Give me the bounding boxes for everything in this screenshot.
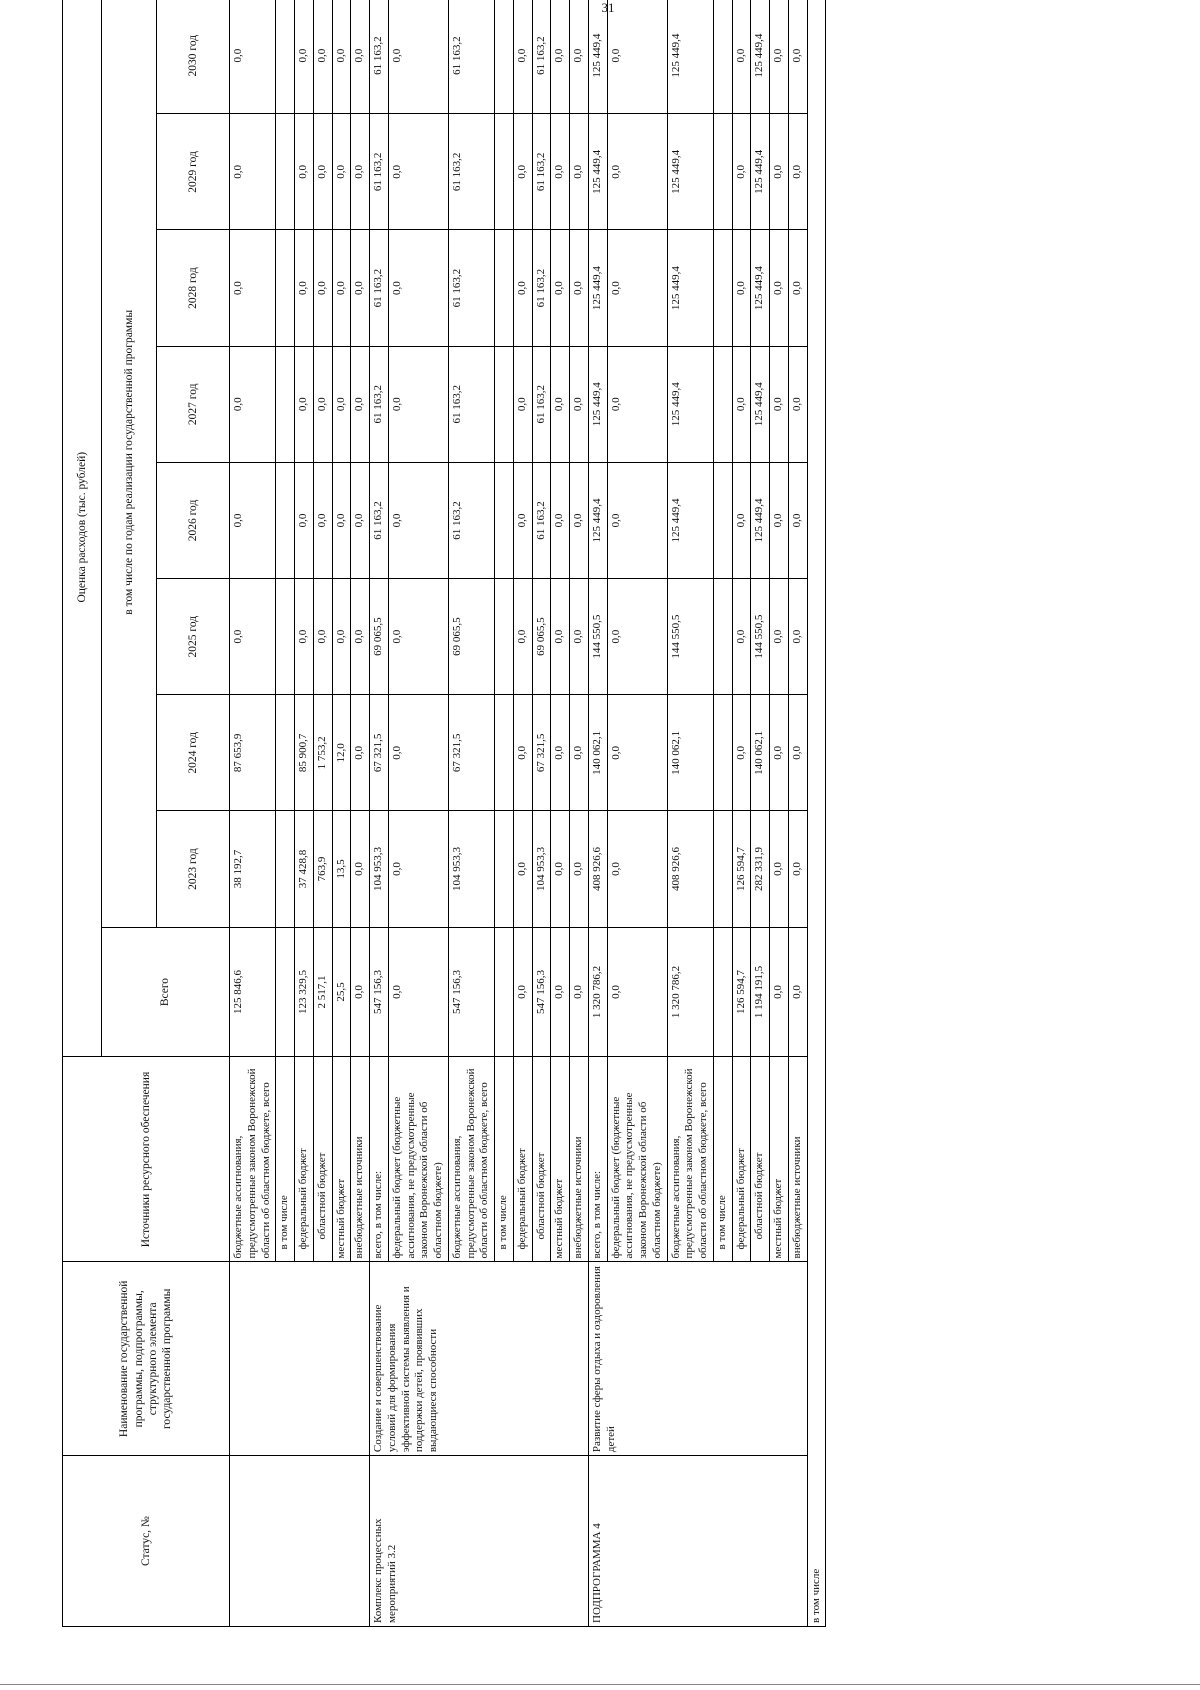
value-year: 0,0	[732, 462, 751, 578]
header-estimate: Оценка расходов (тыс. рублей)	[63, 0, 102, 1057]
value-year	[276, 811, 295, 927]
value-year	[276, 579, 295, 695]
row-status: Комплекс процессных мероприятий 3.2	[370, 1456, 589, 1627]
value-year: 61 163,2	[370, 230, 389, 346]
value-year: 0,0	[230, 346, 276, 462]
value-year: 0,0	[313, 0, 332, 114]
row-source: областной бюджет	[532, 1057, 551, 1262]
value-year: 0,0	[551, 579, 570, 695]
value-year: 13,5	[332, 811, 351, 927]
row-name	[230, 1262, 370, 1456]
value-year: 0,0	[788, 0, 807, 114]
header-total: Всего	[102, 927, 230, 1057]
value-year: 0,0	[607, 230, 667, 346]
value-year	[495, 114, 514, 230]
value-year: 0,0	[388, 230, 448, 346]
value-year: 104 953,3	[448, 811, 494, 927]
value-year: 1 753,2	[313, 695, 332, 811]
value-year: 0,0	[770, 230, 789, 346]
value-year: 0,0	[513, 114, 532, 230]
value-year: 67 321,5	[448, 695, 494, 811]
value-year: 125 449,4	[667, 230, 713, 346]
header-year: 2030 год	[157, 0, 230, 114]
value-year	[713, 230, 732, 346]
value-year	[495, 346, 514, 462]
value-year: 61 163,2	[532, 346, 551, 462]
value-year: 61 163,2	[532, 0, 551, 114]
value-year: 126 594,7	[732, 811, 751, 927]
value-total: 0,0	[607, 927, 667, 1057]
row-source: местный бюджет	[770, 1057, 789, 1262]
value-total: 0,0	[513, 927, 532, 1057]
value-year: 0,0	[607, 579, 667, 695]
value-year	[276, 114, 295, 230]
row-source: в том числе	[713, 1057, 732, 1262]
row-source: местный бюджет	[551, 1057, 570, 1262]
value-year: 0,0	[513, 230, 532, 346]
value-year: 61 163,2	[448, 230, 494, 346]
value-year: 61 163,2	[448, 114, 494, 230]
value-year: 125 449,4	[751, 230, 770, 346]
value-year: 125 449,4	[588, 230, 607, 346]
header-name: Наименование государственной программы, подпрограммы, структурного элемента государственной программы	[63, 1262, 230, 1456]
header-year: 2027 год	[157, 346, 230, 462]
value-year: 0,0	[607, 346, 667, 462]
value-year: 125 449,4	[588, 114, 607, 230]
value-year	[495, 230, 514, 346]
value-year: 0,0	[607, 462, 667, 578]
value-total: 0,0	[388, 927, 448, 1057]
value-year	[495, 811, 514, 927]
value-year: 0,0	[332, 230, 351, 346]
value-year: 144 550,5	[588, 579, 607, 695]
row-source: в том числе	[276, 1057, 295, 1262]
value-year: 0,0	[351, 462, 370, 578]
rotated-page	[62, 0, 1072, 1627]
value-year: 0,0	[388, 695, 448, 811]
value-year: 0,0	[570, 0, 589, 114]
value-year	[276, 346, 295, 462]
value-year: 140 062,1	[588, 695, 607, 811]
header-year: 2026 год	[157, 462, 230, 578]
row-source: местный бюджет	[332, 1057, 351, 1262]
value-total: 547 156,3	[370, 927, 389, 1057]
value-year: 125 449,4	[751, 114, 770, 230]
value-year: 0,0	[295, 230, 314, 346]
value-year: 0,0	[230, 579, 276, 695]
value-year: 61 163,2	[370, 0, 389, 114]
value-year: 0,0	[351, 114, 370, 230]
table-row	[807, 0, 826, 1627]
value-year	[495, 695, 514, 811]
row-source: бюджетные ассигнования, предусмотренные законом Воронежской области об областном бюджете, всего	[448, 1057, 494, 1262]
value-year: 0,0	[332, 0, 351, 114]
value-year: 125 449,4	[588, 0, 607, 114]
value-year: 144 550,5	[751, 579, 770, 695]
value-year: 0,0	[388, 114, 448, 230]
value-year: 0,0	[313, 579, 332, 695]
row-source: внебюджетные источники	[570, 1057, 589, 1262]
value-year: 0,0	[732, 695, 751, 811]
value-total: 0,0	[351, 927, 370, 1057]
value-year: 408 926,6	[667, 811, 713, 927]
row-source: бюджетные ассигнования, предусмотренные законом Воронежской области об областном бюджете, всего	[230, 1057, 276, 1262]
value-year: 0,0	[513, 346, 532, 462]
header-year: 2023 год	[157, 811, 230, 927]
value-year: 0,0	[788, 462, 807, 578]
value-year: 0,0	[351, 579, 370, 695]
value-year: 61 163,2	[532, 462, 551, 578]
value-year: 0,0	[551, 230, 570, 346]
value-year: 0,0	[351, 230, 370, 346]
table-row	[370, 0, 389, 1627]
value-year	[713, 114, 732, 230]
table-row	[230, 0, 276, 1627]
value-year: 61 163,2	[532, 114, 551, 230]
value-year: 0,0	[295, 114, 314, 230]
row-source: всего, в том числе:	[588, 1057, 607, 1262]
header-source: Источники ресурсного обеспечения	[63, 1057, 230, 1262]
row-source: федеральный бюджет	[732, 1057, 751, 1262]
value-year: 0,0	[313, 462, 332, 578]
row-source: федеральный бюджет	[295, 1057, 314, 1262]
value-year	[495, 579, 514, 695]
page-number: 31	[601, 0, 615, 15]
value-year: 0,0	[770, 579, 789, 695]
value-year: 0,0	[388, 579, 448, 695]
value-year: 0,0	[732, 0, 751, 114]
value-year: 0,0	[570, 695, 589, 811]
value-year: 0,0	[770, 346, 789, 462]
value-year: 0,0	[788, 230, 807, 346]
value-year: 763,9	[313, 811, 332, 927]
value-year: 125 449,4	[588, 346, 607, 462]
row-source: федеральный бюджет	[513, 1057, 532, 1262]
value-year: 87 653,9	[230, 695, 276, 811]
value-year: 0,0	[513, 695, 532, 811]
value-year: 69 065,5	[370, 579, 389, 695]
row-name: Развитие сферы отдыха и оздоровления детей	[588, 1262, 807, 1456]
value-year: 125 449,4	[667, 0, 713, 114]
value-year: 0,0	[332, 346, 351, 462]
value-year: 0,0	[788, 346, 807, 462]
row-source: в том числе	[495, 1057, 514, 1262]
value-year: 0,0	[513, 462, 532, 578]
value-year: 0,0	[388, 462, 448, 578]
value-year: 0,0	[295, 346, 314, 462]
value-year: 0,0	[570, 230, 589, 346]
value-year	[713, 0, 732, 114]
value-year	[495, 462, 514, 578]
value-year: 37 428,8	[295, 811, 314, 927]
value-year: 104 953,3	[370, 811, 389, 927]
row-status	[230, 1456, 370, 1627]
value-year: 140 062,1	[667, 695, 713, 811]
value-total	[276, 927, 295, 1057]
value-year: 0,0	[551, 346, 570, 462]
header-year: 2025 год	[157, 579, 230, 695]
value-year: 0,0	[607, 114, 667, 230]
row-source: областной бюджет	[751, 1057, 770, 1262]
value-year	[276, 695, 295, 811]
value-year: 0,0	[732, 346, 751, 462]
value-year: 104 953,3	[532, 811, 551, 927]
value-year: 0,0	[351, 811, 370, 927]
value-total: 123 329,5	[295, 927, 314, 1057]
value-year: 0,0	[732, 230, 751, 346]
value-year: 0,0	[230, 0, 276, 114]
row-status: ПОДПРОГРАММА 4	[588, 1456, 807, 1627]
value-year: 140 062,1	[751, 695, 770, 811]
value-year: 0,0	[551, 0, 570, 114]
value-year: 125 449,4	[667, 114, 713, 230]
value-year: 0,0	[388, 0, 448, 114]
value-year: 0,0	[788, 811, 807, 927]
value-total: 0,0	[770, 927, 789, 1057]
value-year: 61 163,2	[370, 346, 389, 462]
value-year: 0,0	[570, 811, 589, 927]
value-year: 0,0	[513, 0, 532, 114]
value-year: 0,0	[551, 462, 570, 578]
value-year: 0,0	[551, 695, 570, 811]
value-year	[713, 811, 732, 927]
value-year: 0,0	[788, 114, 807, 230]
row-name: Создание и совершенствование условий для формирования эффективной системы выявления и поддержки детей, проявивших выдающиеся способности	[370, 1262, 589, 1456]
value-year: 0,0	[770, 0, 789, 114]
value-year: 0,0	[607, 695, 667, 811]
value-year: 0,0	[513, 579, 532, 695]
value-year: 0,0	[732, 114, 751, 230]
value-total: 2 517,1	[313, 927, 332, 1057]
value-total: 0,0	[570, 927, 589, 1057]
value-total: 0,0	[551, 927, 570, 1057]
value-year: 61 163,2	[448, 462, 494, 578]
row-source: внебюджетные источники	[351, 1057, 370, 1262]
value-year: 0,0	[351, 695, 370, 811]
value-total: 1 320 786,2	[667, 927, 713, 1057]
row-source: бюджетные ассигнования, предусмотренные законом Воронежской области об областном бюджете, всего	[667, 1057, 713, 1262]
value-year: 0,0	[551, 811, 570, 927]
value-year	[713, 346, 732, 462]
value-year: 125 449,4	[667, 346, 713, 462]
value-total	[495, 927, 514, 1057]
value-year: 125 449,4	[667, 462, 713, 578]
value-year: 144 550,5	[667, 579, 713, 695]
value-year: 0,0	[788, 695, 807, 811]
value-year	[713, 695, 732, 811]
value-year: 85 900,7	[295, 695, 314, 811]
value-total: 547 156,3	[532, 927, 551, 1057]
value-year	[276, 230, 295, 346]
value-year: 0,0	[295, 0, 314, 114]
value-year: 67 321,5	[532, 695, 551, 811]
value-year: 0,0	[332, 579, 351, 695]
header-year: 2024 год	[157, 695, 230, 811]
value-year: 0,0	[295, 462, 314, 578]
value-year: 12,0	[332, 695, 351, 811]
value-total: 1 320 786,2	[588, 927, 607, 1057]
value-year: 0,0	[313, 230, 332, 346]
value-year: 69 065,5	[448, 579, 494, 695]
value-year	[713, 579, 732, 695]
value-year: 61 163,2	[448, 346, 494, 462]
value-year: 0,0	[313, 114, 332, 230]
value-total: 125 846,6	[230, 927, 276, 1057]
value-year: 0,0	[607, 811, 667, 927]
value-total	[713, 927, 732, 1057]
value-year: 0,0	[388, 346, 448, 462]
value-year: 408 926,6	[588, 811, 607, 927]
value-year: 0,0	[351, 0, 370, 114]
row-source: федеральный бюджет (бюджетные ассигнования, не предусмотренные законом Воронежской области об областном бюджете)	[388, 1057, 448, 1262]
row-source: всего, в том числе:	[370, 1057, 389, 1262]
value-year: 0,0	[570, 579, 589, 695]
value-year: 61 163,2	[532, 230, 551, 346]
value-year: 0,0	[770, 811, 789, 927]
table-row	[588, 0, 607, 1627]
row-source: внебюджетные источники	[788, 1057, 807, 1262]
value-year: 125 449,4	[751, 0, 770, 114]
value-year: 0,0	[570, 114, 589, 230]
header-status: Статус, №	[63, 1456, 230, 1627]
value-year: 0,0	[230, 230, 276, 346]
value-year: 282 331,9	[751, 811, 770, 927]
value-year: 0,0	[388, 811, 448, 927]
value-year	[276, 0, 295, 114]
value-year: 0,0	[230, 114, 276, 230]
value-year: 0,0	[513, 811, 532, 927]
value-year: 0,0	[732, 579, 751, 695]
header-year: 2029 год	[157, 114, 230, 230]
value-year: 0,0	[332, 114, 351, 230]
value-year: 38 192,7	[230, 811, 276, 927]
value-year	[276, 462, 295, 578]
value-total: 25,5	[332, 927, 351, 1057]
value-year: 0,0	[551, 114, 570, 230]
value-year: 61 163,2	[448, 0, 494, 114]
value-year: 61 163,2	[370, 462, 389, 578]
value-year: 0,0	[607, 0, 667, 114]
value-year: 0,0	[770, 695, 789, 811]
budget-table	[62, 0, 826, 1627]
row-source: областной бюджет	[313, 1057, 332, 1262]
value-year: 0,0	[230, 462, 276, 578]
header-year: 2028 год	[157, 230, 230, 346]
row-status: в том числе	[807, 0, 826, 1627]
value-year: 67 321,5	[370, 695, 389, 811]
value-year: 0,0	[788, 579, 807, 695]
value-year: 61 163,2	[370, 114, 389, 230]
value-year: 0,0	[351, 346, 370, 462]
header-years-group: в том числе по годам реализации государственной программы	[102, 0, 157, 927]
value-total: 0,0	[788, 927, 807, 1057]
value-total: 126 594,7	[732, 927, 751, 1057]
value-total: 1 194 191,5	[751, 927, 770, 1057]
value-year: 69 065,5	[532, 579, 551, 695]
value-year: 0,0	[770, 462, 789, 578]
value-year: 0,0	[332, 462, 351, 578]
value-year	[495, 0, 514, 114]
value-year: 125 449,4	[751, 462, 770, 578]
value-year: 0,0	[570, 462, 589, 578]
value-year: 0,0	[313, 346, 332, 462]
row-source: федеральный бюджет (бюджетные ассигнования, не предусмотренные законом Воронежской области об областном бюджете)	[607, 1057, 667, 1262]
value-year: 0,0	[770, 114, 789, 230]
value-year	[713, 462, 732, 578]
scan-edge-line	[0, 1684, 1200, 1685]
value-year: 125 449,4	[751, 346, 770, 462]
value-year: 125 449,4	[588, 462, 607, 578]
value-year: 0,0	[570, 346, 589, 462]
value-year: 0,0	[295, 579, 314, 695]
value-total: 547 156,3	[448, 927, 494, 1057]
